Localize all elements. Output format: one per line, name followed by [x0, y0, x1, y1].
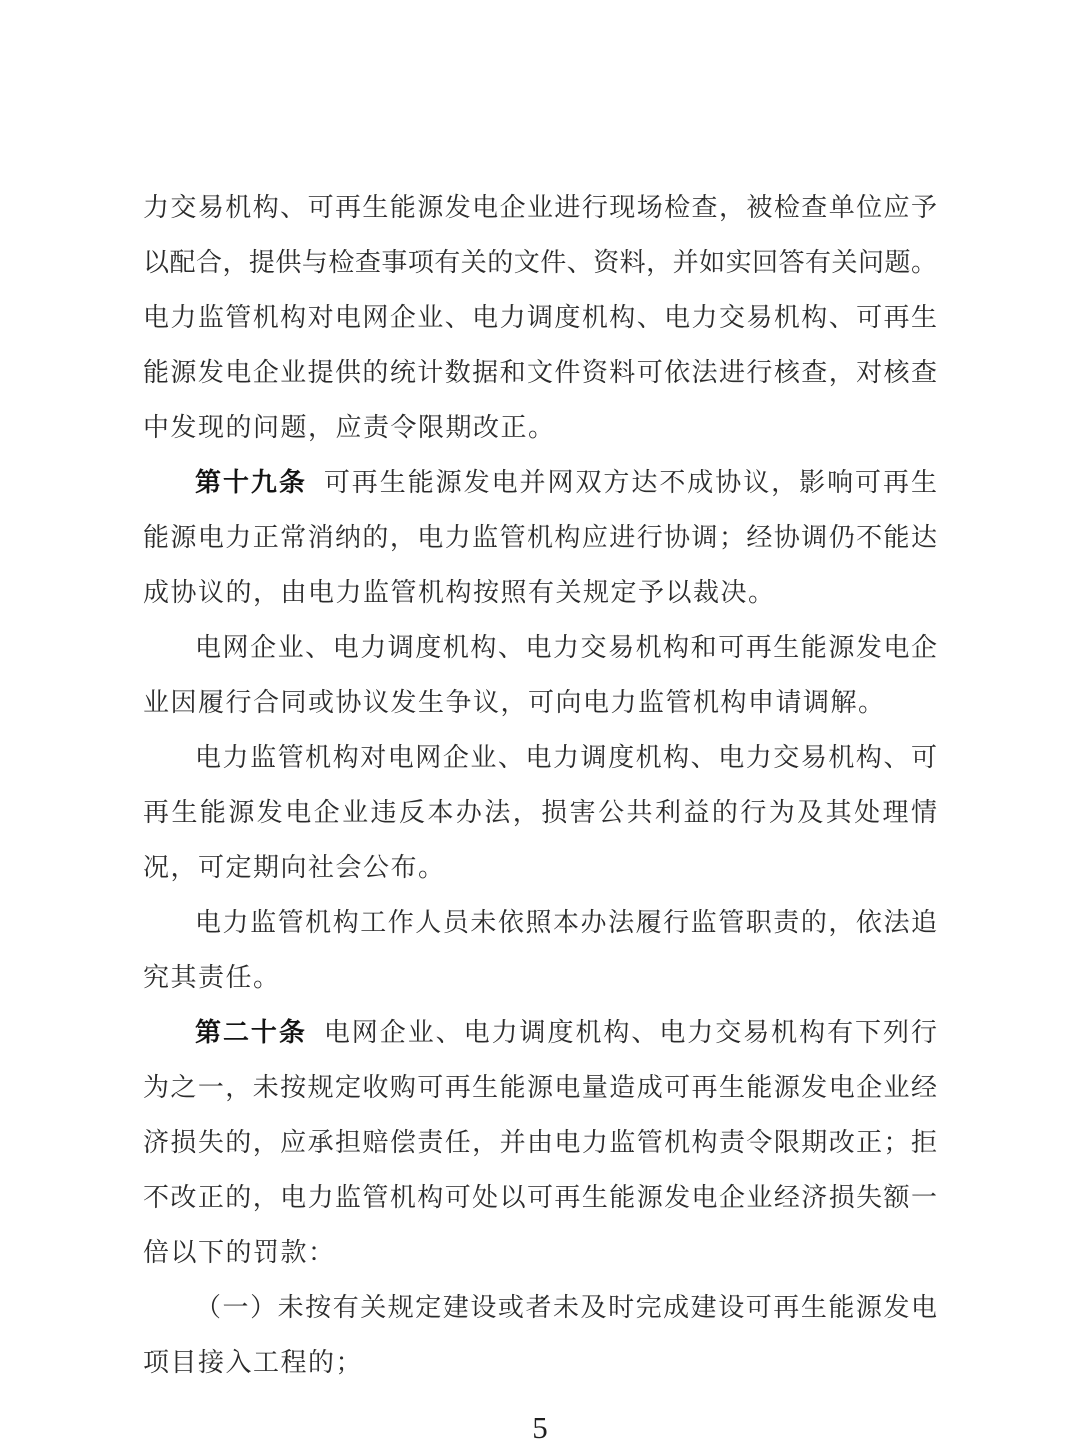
text-line: 究其责任。 — [143, 963, 281, 992]
line-text: 可再生能源发电并网双方达不成协议，影响可再生 — [323, 468, 937, 497]
page-number: 5 — [532, 1410, 548, 1445]
text-line: 为之一，未按规定收购可再生能源电量造成可再生能源发电企业经 — [143, 1073, 937, 1102]
line-text: 电网企业、电力调度机构、电力交易机构有下列行 — [323, 1018, 937, 1047]
text-line: 电力监管机构对电网企业、电力调度机构、电力交易机构、可 — [195, 743, 937, 772]
text-line: 倍以下的罚款： — [143, 1238, 336, 1267]
text-line: 成协议的，由电力监管机构按照有关规定予以裁决。 — [143, 578, 776, 607]
text-line: 业因履行合同或协议发生争议，可向电力监管机构申请调解。 — [143, 688, 886, 717]
text-line: 能源电力正常消纳的，电力监管机构应进行协调；经协调仍不能达 — [143, 523, 937, 552]
article-number-heading: 第十九条 — [195, 468, 307, 497]
paragraph-item-1 — [143, 1280, 937, 1390]
text-line — [143, 1005, 937, 1060]
paragraph — [143, 895, 937, 1005]
text-line — [143, 455, 937, 510]
text-block — [143, 180, 937, 1390]
text-line: （一）未按有关规定建设或者未及时完成建设可再生能源发电 — [195, 1293, 937, 1322]
text-line: 电力监管机构对电网企业、电力调度机构、电力交易机构、可再生 — [143, 303, 937, 332]
text-line: 能源发电企业提供的统计数据和文件资料可依法进行核查，对核查 — [143, 358, 937, 387]
text-line: 以配合，提供与检查事项有关的文件、资料，并如实回答有关问题。 — [143, 248, 937, 277]
paragraph-article-20 — [143, 1005, 937, 1280]
paragraph — [143, 620, 937, 730]
text-line: 电网企业、电力调度机构、电力交易机构和可再生能源发电企 — [195, 633, 937, 662]
text-line: 不改正的，电力监管机构可处以可再生能源发电企业经济损失额一 — [143, 1183, 937, 1212]
text-line: 项目接入工程的； — [143, 1348, 364, 1377]
article-number-heading: 第二十条 — [195, 1018, 307, 1047]
paragraph — [143, 730, 937, 895]
paragraph — [143, 180, 937, 455]
text-line: 况，可定期向社会公布。 — [143, 853, 446, 882]
text-line: 电力监管机构工作人员未依照本办法履行监管职责的，依法追 — [195, 908, 937, 937]
text-line: 再生能源发电企业违反本办法，损害公共利益的行为及其处理情 — [143, 798, 937, 827]
paragraph-article-19 — [143, 455, 937, 620]
text-line: 济损失的，应承担赔偿责任，并由电力监管机构责令限期改正；拒 — [143, 1128, 937, 1157]
text-line: 力交易机构、可再生能源发电企业进行现场检查，被检查单位应予 — [143, 193, 937, 222]
text-line: 中发现的问题，应责令限期改正。 — [143, 413, 556, 442]
